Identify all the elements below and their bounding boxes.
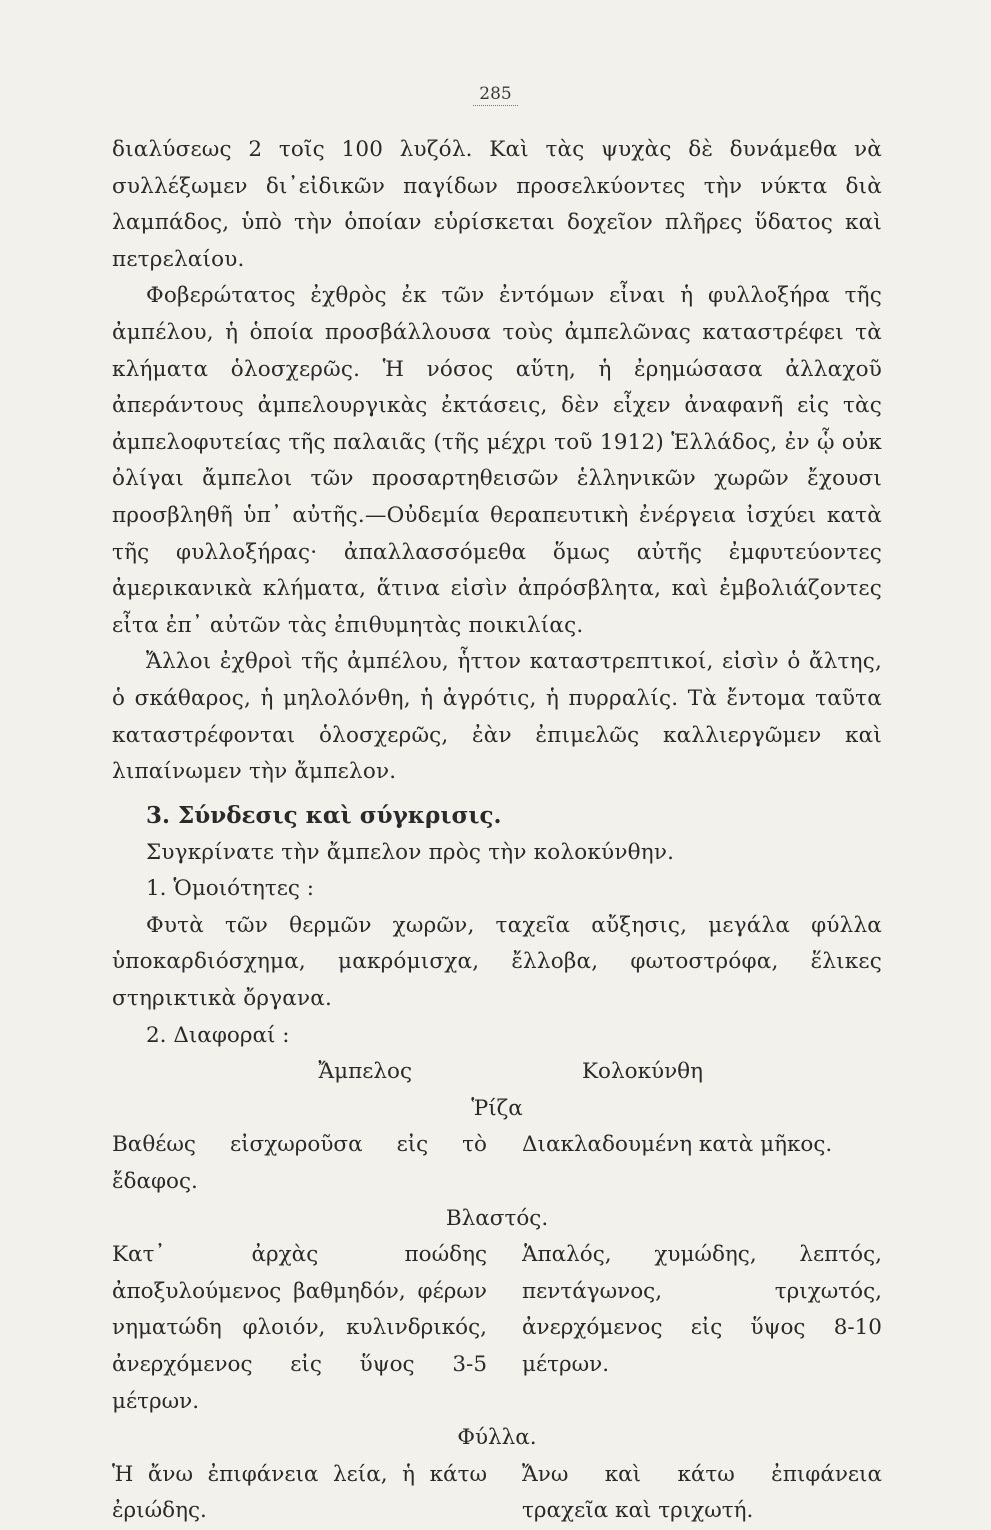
section-intro: Συγκρίνατε τὴν ἄμπελον πρὸς τὴν κολοκύνθην. bbox=[146, 839, 675, 865]
page-number: 285 bbox=[0, 84, 991, 106]
pumpkin-trait: Διακλαδουμένη κατὰ μῆκος. bbox=[522, 1132, 833, 1158]
paragraph-1: διαλύσεως 2 τοῖς 100 λυζόλ. Καὶ τὰς ψυχὰς δὲ δυνάμεθα νὰ συλλέξωμεν δι᾿εἰδικῶν παγίδων προσελκύοντες τὴν νύκτα διὰ λαμπάδος, ὑπὸ τὴν ὁποίαν εὑρίσκεται δοχεῖον πλῆρες ὕδατος καὶ πετρελαίου. bbox=[112, 137, 882, 272]
page-body bbox=[112, 132, 882, 1530]
left-column-header: Ἄμπελος bbox=[318, 1059, 412, 1085]
comparison-row bbox=[112, 1237, 882, 1420]
differences-label: 2. Διαφοραί : bbox=[146, 1022, 290, 1048]
comparison-row bbox=[112, 1127, 882, 1200]
section-title: Σύνδεσις καὶ σύγκρισις. bbox=[178, 801, 502, 829]
category-heading: Φύλλα. bbox=[457, 1425, 537, 1451]
section-number: 3. bbox=[146, 801, 171, 829]
right-column-header: Κολοκύνθη bbox=[582, 1059, 703, 1085]
comparison-header bbox=[112, 1054, 882, 1091]
vine-trait: Ἡ ἄνω ἐπιφάνεια λεία, ἡ κάτω ἐριώδης. bbox=[112, 1461, 487, 1524]
category-heading: Ῥίζα bbox=[471, 1095, 523, 1121]
pumpkin-trait: Ἁπαλός, χυμώδης, λεπτός, πεντάγωνος, τριχωτός, ἀνερχόμενος εἰς ὕψος 8-10 μέτρων. bbox=[522, 1242, 882, 1377]
paragraph-2: Φοβερώτατος ἐχθρὸς ἐκ τῶν ἐντόμων εἶναι ἡ φυλλοξήρα τῆς ἀμπέλου, ἡ ὁποία προσβάλλουσα τοὺς ἀμπελῶνας καταστρέφει τὰ κλήματα ὁλοσχερῶς. Ἡ νόσος αὕτη, ἡ ἐρημώσασα ἀλλαχοῦ ἀπεράντους ἀμπελουργικὰς ἐκτάσεις, δὲν εἶχεν ἀναφανῆ εἰς τὰς ἀμπελοφυτείας τῆς παλαιᾶς (τῆς μέχρι τοῦ 1912) Ἑλλάδος, ἐν ᾧ οὐκ ὀλίγαι ἄμπελοι τῶν προσαρτηθεισῶν ἑλληνικῶν χωρῶν ἔχουσι προσβληθῆ ὑπ᾿ αὐτῆς.—Οὐδεμία θεραπευτικὴ ἐνέργεια ἰσχύει κατὰ τῆς φυλλοξήρας· ἀπαλλασσόμεθα ὅμως αὐτῆς ἐμφυτεύοντες ἀμερικανικὰ κλήματα, ἅτινα εἰσὶν ἀπρόσβλητα, καὶ ἐμβολιάζοντες εἶτα ἐπ᾿ αὐτῶν τὰς ἐπιθυμητὰς ποικιλίας. bbox=[112, 283, 882, 638]
comparison-row bbox=[112, 1457, 882, 1530]
similarities-text: Φυτὰ τῶν θερμῶν χωρῶν, ταχεῖα αὔξησις, μεγάλα φύλλα ὑποκαρδιόσχημα, μακρόμισχα, ἔλλοβα, φωτοστρόφα, ἕλικες στηρικτικὰ ὄργανα. bbox=[112, 912, 882, 1012]
pumpkin-trait: Ἄνω καὶ κάτω ἐπιφάνεια τραχεῖα καὶ τριχωτή. bbox=[522, 1461, 882, 1524]
similarities-label: 1. Ὁμοιότητες : bbox=[146, 876, 315, 902]
paragraph-3: Ἄλλοι ἐχθροὶ τῆς ἀμπέλου, ἧττον καταστρεπτικοί, εἰσὶν ὁ ἄλτης, ὁ σκάθαρος, ἡ μηλολόνθη, ἡ ἀγρότις, ἡ πυρραλίς. Τὰ ἔντομα ταῦτα καταστρέφονται ὁλοσχερῶς, ἐὰν ἐπιμελῶς καλλιεργῶμεν καὶ λιπαίνωμεν τὴν ἄμπελον. bbox=[112, 649, 882, 785]
category-heading: Βλαστός. bbox=[445, 1205, 549, 1231]
vine-trait: Κατ᾿ ἀρχὰς ποώδης ἀποξυλούμενος βαθμηδόν, φέρων νηματώδη φλοιόν, κυλινδρικός, ἀνερχόμενος εἰς ὕψος 3-5 μέτρων. bbox=[112, 1242, 487, 1414]
section-heading bbox=[146, 797, 882, 835]
vine-trait: Βαθέως εἰσχωροῦσα εἰς τὸ ἔδαφος. bbox=[112, 1132, 487, 1195]
